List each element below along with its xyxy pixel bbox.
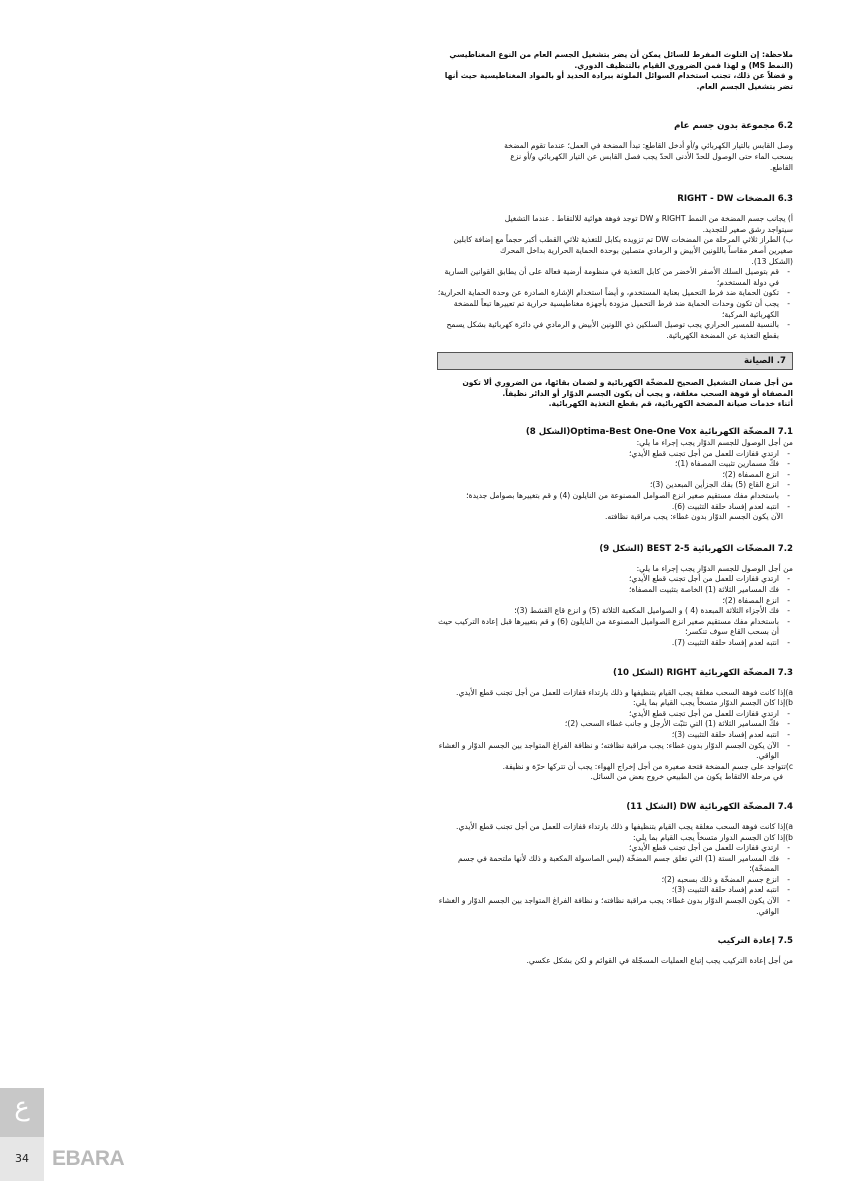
language-tab-char: ع	[14, 1092, 30, 1122]
paragraph-line: من أجل الوصول للجسم الدوّار يجب إجراء ما يلي:	[636, 563, 793, 573]
list-item: - انزع المصفاة (2)؛	[437, 470, 793, 481]
paragraph-line: ب) الطراز ثلاثي المرحلة من المضخات DW تم تزويده بكابل للتغذية ثلاثي القطب أكبر حجماً مع إضافة كابلين	[453, 235, 793, 245]
list-item: - الآن يكون الجسم الدوّار بدون غطاء: يجب مراقبة نظافته؛ و نظافة الفراغ المتواجد بين الجسم الدوّار و الغشاء الواقي.	[437, 741, 793, 762]
section-title: 6.2 مجموعة بدون جسم عام	[674, 121, 793, 132]
item-text: إذا كانت فوهة السحب مغلقة يجب القيام بتنظيفها و ذلك بارتداء قفازات للعمل من أجل تجنب قطع الأيدي.	[456, 821, 786, 831]
list-item: - انتبه لعدم إفساد حلقة التثبيت (3)؛	[437, 885, 793, 896]
section-7-4	[437, 801, 793, 917]
list-item: - الآن يكون الجسم الدوّار بدون غطاء: يجب مراقبة نظافته؛ و نظافة الفراغ المتواجد بين الجسم الدوّار و الغشاء الواقي.	[437, 896, 793, 917]
list-item: - يجب أن تكون وحدات الحماية ضد فرط التحميل مزودة بأجهزة مغناطيسية حرارية تم تعييرها تبعاً للمضخة الكهربائية المركبة؛	[437, 299, 793, 320]
paragraph-line: من أجل الوصول للجسم الدوّار يجب إجراء ما يلي:	[636, 438, 793, 448]
list-item: - باستخدام مفك مستقيم صغير انزع الصوامل المصنوعة من النايلون (4) و قم بتغييرها بصوامل جديدة؛	[437, 491, 793, 502]
note-line: و فضلاً عن ذلك، تجنب استخدام السوائل الملوثة ببرادة الحديد أو بالمواد المغناطيسية حيث أنها	[444, 71, 793, 81]
paragraph-line: بسحب الماء حتى الوصول للحدّ الأدنى الحدّ يجب فصل القابس عن التيار الكهربائي و/أو نزع	[510, 151, 793, 161]
section-title: 7.4 المضخّة الكهربائية DW (الشكل 11)	[626, 801, 793, 812]
list-item: - ارتدي قفازات للعمل من أجل تجنب قطع الأيدي؛	[437, 449, 793, 460]
lettered-item	[437, 688, 793, 699]
list-item: - باستخدام مفك مستقيم صغير انزع الصواميل المصنوعة من النايلون (6) و قم بتغييرها قبل إعادة التركيب حيث أن بسحب القاع سوف تنكسر؛	[437, 617, 793, 638]
section-7-intro	[437, 378, 793, 410]
item-letter: a)	[785, 821, 793, 831]
section-7-5	[437, 935, 793, 967]
paragraph-line: صغيرين أصغر مقاساً باللونين الأبيض و الرمادي متصلين بوحدة الحماية الحرارية بداخل المحرك	[500, 245, 793, 255]
paragraph-line: وصل القابس بالتيار الكهربائي و/أو أدخل القاطع: تبدأ المضخة في العمل؛ عندما تقوم المضخة	[504, 141, 793, 151]
bullet-list	[437, 574, 793, 648]
section-title: 7.5 إعادة التركيب	[717, 936, 793, 947]
bullet-list	[437, 449, 793, 513]
note-line: ملاحظة: إن التلوث المفرط للسائل يمكن أن يضر بتشغيل الجسم العام من النوع المغناطيسي	[449, 50, 793, 59]
item-text: تتواجد على جسم المضخة فتحة صغيرة من أجل إخراج الهواء: يجب أن تتركها حرّة و نظيفة.	[502, 761, 786, 771]
note-block	[437, 50, 793, 92]
item-text: إذا كانت فوهة السحب مغلقة يجب القيام بتنظيفها و ذلك بارتداء قفازات للعمل من أجل تجنب قطع الأيدي.	[456, 687, 786, 697]
section-6-3	[437, 193, 793, 341]
ebara-logo: EBARA	[52, 1147, 125, 1170]
list-item: - انزع جسم المضخّة و ذلك بسحبه (2)؛	[437, 875, 793, 886]
page-number: 34	[0, 1137, 44, 1181]
paragraph-line: أ) يجانب جسم المضخة من النمط RIGHT و DW توجد فوهة هوائية للالتقاط . عندما التشغيل	[504, 214, 793, 224]
section-7-3	[437, 667, 793, 783]
paragraph-line: في مرحلة الالتقاط يكون من الطبيعي خروج بعض من السائل.	[590, 772, 783, 782]
section-6-2	[437, 120, 793, 173]
lettered-item	[437, 822, 793, 833]
note-line: (النمط MS) و لهذا فمن الضروري القيام بالتنظيف الدوري.	[574, 60, 793, 70]
list-item: - فك المسامير الثلاثة (1) الخاصة بتثبيت المصفاة؛	[437, 585, 793, 596]
paragraph-line: المصفاة أو فوهة السحب مغلقة، و يجب أن يكون الجسم الدوّار أو الدائر نظيفاً.	[502, 388, 793, 398]
list-item: - بالنسبة للمسير الحراري يجب توصيل السلكين ذي اللونين الأبيض و الرمادي في دائرة كهربائية بشكل يسمح بقطع التغذية عن المضخة الكهربائية.	[437, 320, 793, 341]
list-item: - فك الأجزاء الثلاثة المبعدة (4 ) و الصواميل المكعبة الثلاثة (5) و انزع قاع القشط (3)؛	[437, 606, 793, 617]
section-7-bar: 7. الصيانة	[437, 352, 793, 370]
list-item: - انتبه لعدم إفساد حلقة التثبيت (3)؛	[437, 730, 793, 741]
content-column	[437, 50, 793, 967]
item-text: إذا كان الجسم الدوار متسخاً يجب القيام بما يلي:	[633, 832, 786, 842]
item-letter: b)	[785, 832, 793, 842]
list-item: - قم بتوصيل السلك الأصفر الأخضر من كابل التغذية في منظومة أرضية فعالة على أن يطابق القوانين السارية في دولة المستخدم؛	[437, 267, 793, 288]
item-text: إذا كان الجسم الدوّار متسخاً يجب القيام بما يلي:	[633, 698, 786, 708]
list-item: - ارتدي قفازات للعمل من أجل تجنب قطع الأيدي؛	[437, 574, 793, 585]
note-line: تضر بتشغيل الجسم العام.	[696, 81, 793, 91]
item-letter: a)	[785, 687, 793, 697]
section-7-1	[437, 426, 793, 523]
list-item: - انتبه لعدم إفساد حلقة التثبيت (7).	[437, 638, 793, 649]
item-letter: b)	[785, 698, 793, 708]
bullet-list	[437, 709, 793, 762]
list-item: - انزع المصفاة (2)؛	[437, 596, 793, 607]
list-item: - انزع القاع (5) بفك الجزأين المبعدين (3)؛	[437, 480, 793, 491]
lettered-item	[437, 833, 793, 844]
section-title: 6.3 المضخات RIGHT - DW	[677, 194, 793, 205]
list-item: - تكون الحماية ضد فرط التحميل بعناية المستخدم، و أيضاً استخدام الإشارة الصادرة عن وحدة الحماية الحرارية؛	[437, 288, 793, 299]
lettered-item	[437, 698, 793, 709]
paragraph-line: الآن يكون الجسم الدوّار بدون غطاء: يجب مراقبة نظافته.	[604, 512, 783, 522]
list-item: - ارتدي قفازات للعمل من أجل تجنب قطع الأيدي؛	[437, 709, 793, 720]
paragraph-line: القاطع.	[769, 162, 793, 172]
item-letter: c)	[785, 761, 793, 771]
paragraph-line: (الشكل 13).	[751, 256, 793, 266]
section-title: 7.1 المضخّة الكهربائية Optima-Best One-One Vox(الشكل 8)	[525, 427, 793, 438]
list-item: - فكّ مسمارين تثبيت المصفاة (1)؛	[437, 459, 793, 470]
bullet-list	[437, 267, 793, 341]
section-title: 7.3 المضخّة الكهربائية RIGHT (الشكل 10)	[613, 667, 793, 678]
paragraph-line: سيتواجد رشق صغير للتجديد.	[702, 224, 793, 234]
paragraph-line: من أجل ضمان التشغيل الصحيح للمضخّة الكهربائية و لضمان بقائها، من الضروري ألا تكون	[462, 378, 793, 388]
paragraph-line: أثناء خدمات صيانة المضخة الكهربائية، قم بقطع التغذية الكهربائية.	[548, 399, 793, 409]
list-item: - فك المسامير الستة (1) التي تغلق جسم المضخّة (ليس الصاسولة المكعبة و ذلك لأنها ملتحمة في جسم المضخّة)؛	[437, 854, 793, 875]
lettered-item	[437, 762, 793, 773]
bullet-list	[437, 843, 793, 917]
paragraph-line: من أجل إعادة التركيب يجب إتباع العمليات المسجّلة في القوائم و لكن بشكل عكسي.	[526, 956, 793, 966]
list-item: - فكّ المسامير الثلاثة (1) التي تثبّت الأرجل و جانب غطاء السحب (2)؛	[437, 719, 793, 730]
section-7-2	[437, 543, 793, 649]
list-item: - ارتدي قفازات للعمل من أجل تجنب قطع الأيدي؛	[437, 843, 793, 854]
list-item: - انتبه لعدم إفساد حلقة التثبيت (6).	[437, 502, 793, 513]
section-title: 7.2 المضخّات الكهربائية BEST 2-5 (الشكل 9)	[599, 543, 793, 554]
